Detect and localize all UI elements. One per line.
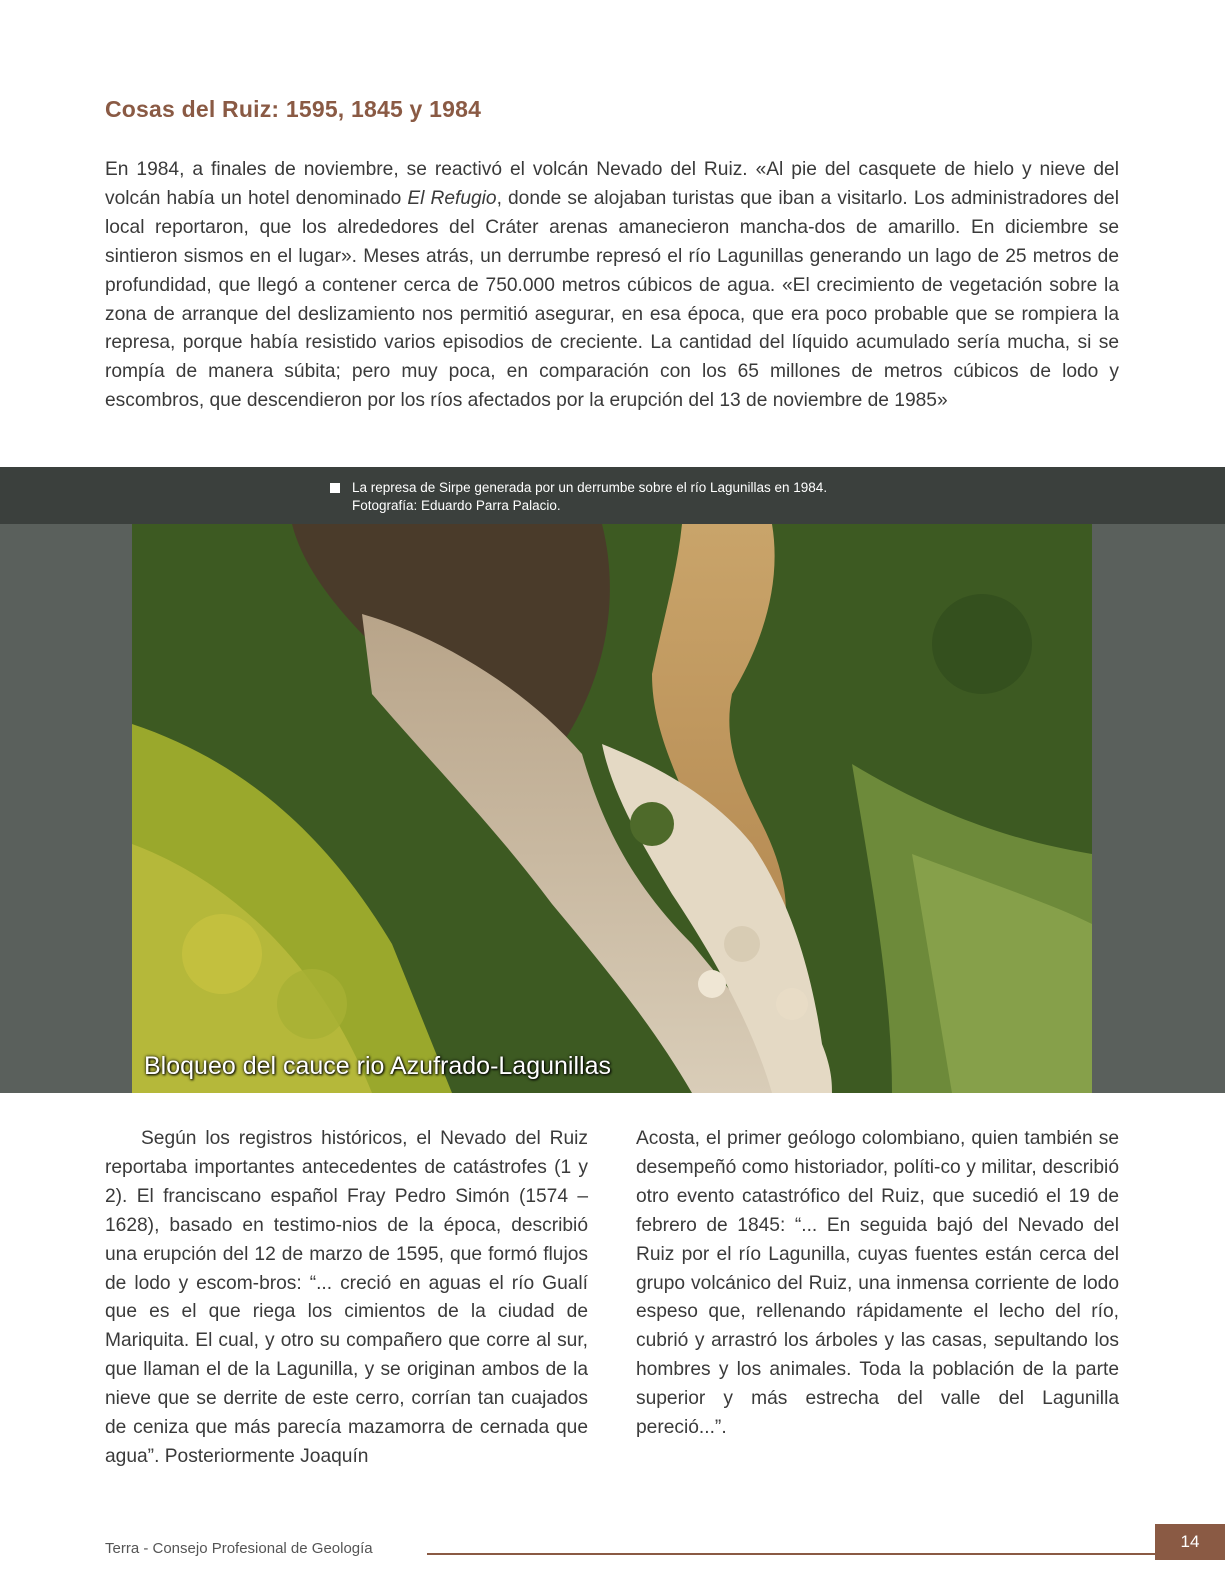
- footer-publication: Terra - Consejo Profesional de Geología: [105, 1540, 373, 1557]
- article-title: Cosas del Ruiz: 1595, 1845 y 1984: [105, 96, 482, 122]
- square-bullet-icon: [330, 483, 340, 493]
- caption-line: La represa de Sirpe generada por un derrumbe sobre el río Lagunillas en 1984.: [352, 480, 828, 495]
- intro-text-1: En 1984, a finales de noviembre, se reactivó el volcán Nevado del Ruiz. «Al pie del casquete de hielo y nieve del volcán había un hotel denominado: [105, 159, 1119, 209]
- page-number: 14: [1155, 1524, 1225, 1560]
- intro-paragraph: [105, 156, 1119, 416]
- landslide-photo: [132, 524, 1092, 1093]
- footer-divider: [427, 1553, 1157, 1555]
- landslide-photo-illustration: [132, 524, 1092, 1093]
- figure-caption: [330, 479, 827, 515]
- hotel-name: El Refugio: [407, 187, 497, 209]
- photo-credit: Fotografía: Eduardo Parra Palacio.: [352, 498, 561, 513]
- right-column-text: Acosta, el primer geólogo colombiano, quien también se desempeñó como historiador, políti-co y militar, describió otro evento catastrófico del Ruiz, que sucedió el 19 de febrero de 1845: “... En seguida bajó del Nevado del Ruiz por el río Lagunilla, cuyas fuentes están cerca del grupo volcánico del Ruiz, una inmensa corriente de lodo espeso que, rellenando rápidamente el lecho del río, cubrió y arrastró los árboles y las casas, sepultando los hombres y los animales. Toda la población de la parte superior y más estrecha del valle del Lagunilla pereció...”.: [636, 1128, 1119, 1439]
- left-column-text: Según los registros históricos, el Nevado del Ruiz reportaba importantes antecedentes de catástrofes (1 y 2). El franciscano español Fray Pedro Simón (1574 – 1628), basado en testimo-nios de la época, describió una erupción del 12 de marzo de 1595, que formó flujos de lodo y escom-bros: “... creció en aguas el río Gualí que es el que riega los cimientos de la ciudad de Mariquita. El cual, y otro su compañero que corre al sur, que llaman el de la Lagunilla, y se originan ambos de la nieve que se derrite de este cerro, corrían tan cuajados de ceniza que más parecía mazamorra de cernada que agua”. Posteriormente Joaquín: [105, 1128, 588, 1467]
- intro-text-2: , donde se alojaban turistas que iban a visitarlo. Los administradores del local reportaron, que los alrededores del Cráter arenas amanecieron mancha-dos de amarillo. En diciembre se sintieron sismos en el lugar». Meses atrás, un derrumbe represó el río Lagunillas generando un lago de 25 metros de profundidad, que llegó a contener cerca de 750.000 metros cúbicos de agua. «El crecimiento de vegetación sobre la zona de arranque del deslizamiento nos permitió asegurar, en esa época, que era poco probable que se rompiera la represa, porque había resistido varios episodios de creciente. La cantidad del líquido acumulado sería mucha, si se rompía de manera súbita; pero muy poca, en comparación con los 65 millones de metros cúbicos de lodo y escombros, que descendieron por los ríos afectados por la erupción del 13 de noviembre de 1985»: [105, 187, 1119, 412]
- photo-label: Bloqueo del cauce rio Azufrado-Lagunillas: [144, 1052, 611, 1080]
